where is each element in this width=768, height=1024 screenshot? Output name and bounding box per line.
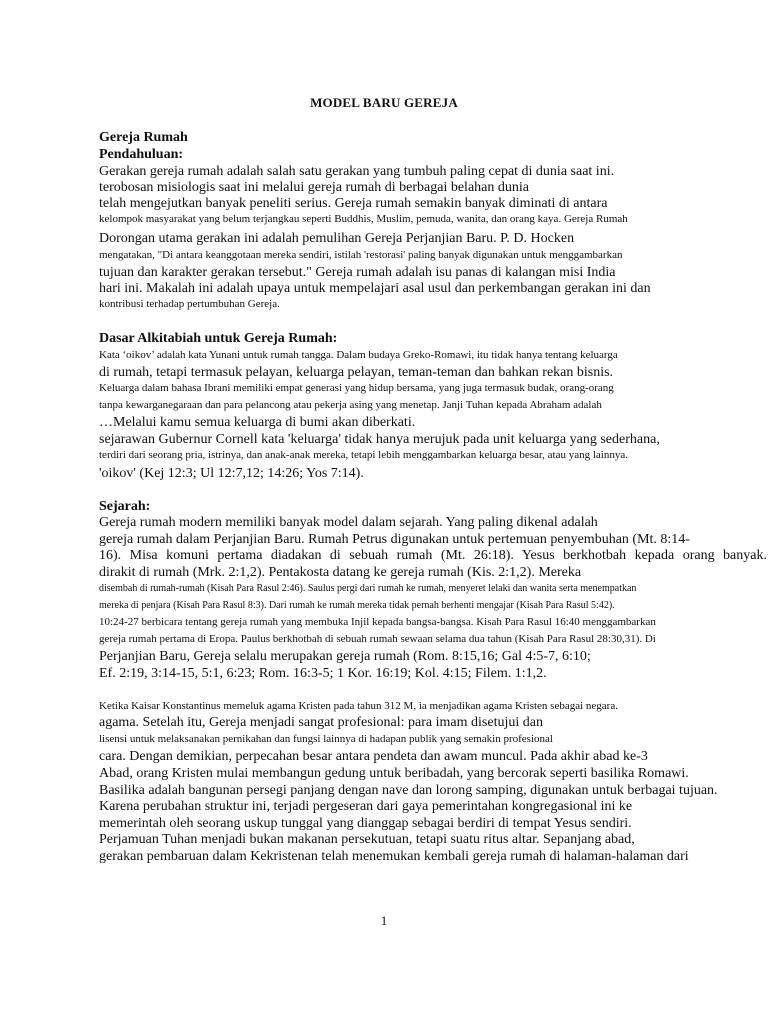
constantine-line: lisensi untuk melaksanakan pernikahan dan fungsi lainnya di hadapan publik yang semakin profesional: [99, 733, 553, 745]
history-line: Gereja rumah modern memiliki banyak model dalam sejarah. Yang paling dikenal adalah: [99, 515, 598, 530]
intro-line: kelompok masyarakat yang belum terjangkau seperti Buddhis, Muslim, pemuda, wanita, dan orang kaya. Gereja Rumah: [99, 213, 628, 225]
constantine-line: agama. Setelah itu, Gereja menjadi sangat profesional: para imam disetujui dan: [99, 715, 543, 730]
heading-pendahuluan: Pendahuluan:: [99, 147, 184, 162]
heading-sejarah: Sejarah:: [99, 499, 151, 514]
intro-line: terobosan misiologis saat ini melalui gereja rumah di berbagai belahan dunia: [99, 180, 529, 195]
history-line: 16). Misa komuni pertama diadakan di sebuah rumah (Mt. 26:18). Yesus berkhotbah kepada orang banyak.: [99, 548, 767, 563]
history-line: 10:24-27 berbicara tentang gereja rumah yang membuka Injil kepada bangsa-bangsa. Kisah Para Rasul 16:40 menggambarkan: [99, 616, 656, 628]
biblical-line: terdiri dari seorang pria, istrinya, dan anak-anak mereka, tetapi lebih menggambarkan keluarga besar, atau yang lainnya.: [99, 449, 628, 461]
biblical-line: Keluarga dalam bahasa Ibrani memiliki empat generasi yang hidup bersama, yang juga termasuk budak, orang-orang: [99, 382, 614, 394]
constantine-line: Karena perubahan struktur ini, terjadi pergeseran dari gaya pemerintahan kongregasional ini ke: [99, 799, 633, 814]
constantine-line: Ketika Kaisar Konstantinus memeluk agama Kristen pada tahun 312 M, ia menjadikan agama Kristen sebagai negara.: [99, 700, 618, 712]
document-title: MODEL BARU GEREJA: [310, 95, 458, 110]
intro-line: hari ini. Makalah ini adalah upaya untuk mempelajari asal usul dan perkembangan gerakan ini dan: [99, 281, 651, 296]
history-line: gereja rumah pertama di Eropa. Paulus berkhotbah di sebuah rumah sewaan selama dua tahun (Kisah Para Rasul 28:30,31). Di: [99, 633, 656, 645]
constantine-line: Perjamuan Tuhan menjadi bukan makanan persekutuan, tetapi suatu ritus altar. Sepanjang abad,: [99, 832, 635, 847]
constantine-line: Basilika adalah bangunan persegi panjang dengan nave dan lorong samping, digunakan untuk berbagai tujuan.: [99, 783, 718, 798]
heading-dasar-alkitabiah: Dasar Alkitabiah untuk Gereja Rumah:: [99, 331, 338, 346]
intro-line: Dorongan utama gerakan ini adalah pemulihan Gereja Perjanjian Baru. P. D. Hocken: [99, 231, 575, 246]
history-line: Ef. 2:19, 3:14-15, 5:1, 6:23; Rom. 16:3-5; 1 Kor. 16:19; Kol. 4:15; Filem. 1:1,2.: [99, 666, 547, 681]
intro-line: telah mengejutkan banyak peneliti serius. Gereja rumah semakin banyak diminati di antara: [99, 196, 608, 211]
history-line: disembah di rumah-rumah (Kisah Para Rasul 2:46). Saulus pergi dari rumah ke rumah, menyeret lelaki dan wanita serta menempatkan: [99, 583, 637, 594]
history-line: dirakit di rumah (Mrk. 2:1,2). Pentakosta datang ke gereja rumah (Kis. 2:1,2). Mereka: [99, 565, 582, 580]
biblical-line: sejarawan Gubernur Cornell kata 'keluarga' tidak hanya merujuk pada unit keluarga yang sederhana,: [99, 432, 660, 447]
heading-gereja-rumah: Gereja Rumah: [99, 130, 188, 145]
page-number: 1: [380, 913, 388, 928]
constantine-line: cara. Dengan demikian, perpecahan besar antara pendeta dan awam muncul. Pada akhir abad ke-3: [99, 749, 648, 764]
biblical-line: Kata ‘oikov’ adalah kata Yunani untuk rumah tangga. Dalam budaya Greko-Romawi, itu tidak hanya tentang keluarga: [99, 349, 618, 361]
history-line: mereka di penjara (Kisah Para Rasul 8:3). Dari rumah ke rumah mereka tidak pernah berhenti mengajar (Kisah Para Rasul 5:42).: [99, 600, 615, 611]
history-line: Perjanjian Baru, Gereja selalu merupakan gereja rumah (Rom. 8:15,16; Gal 4:5-7, 6:10;: [99, 649, 591, 664]
biblical-line: di rumah, tetapi termasuk pelayan, keluarga pelayan, teman-teman dan bahkan rekan bisnis.: [99, 365, 614, 380]
biblical-line: 'oikov' (Kej 12:3; Ul 12:7,12; 14:26; Yos 7:14).: [99, 466, 364, 481]
intro-line: mengatakan, "Di antara keanggotaan mereka sendiri, istilah 'restorasi' paling banyak digunakan untuk menggambarkan: [99, 249, 623, 261]
constantine-line: memerintah oleh seorang uskup tunggal yang dianggap sebagai berdiri di tempat Yesus sendiri.: [99, 816, 632, 831]
history-line: gereja rumah dalam Perjanjian Baru. Rumah Petrus digunakan untuk pertemuan penyembuhan (Mt. 8:14-: [99, 532, 690, 547]
constantine-line: Abad, orang Kristen mulai membangun gedung untuk beribadah, yang bercorak seperti basilika Romawi.: [99, 766, 689, 781]
intro-line: tujuan dan karakter gerakan tersebut." Gereja rumah adalah isu panas di kalangan misi India: [99, 265, 616, 280]
biblical-line: …Melalui kamu semua keluarga di bumi akan diberkati.: [99, 415, 416, 430]
biblical-line: tanpa kewarganegaraan dan para pelancong atau pekerja asing yang menetap. Janji Tuhan kepada Abraham adalah: [99, 399, 602, 411]
intro-line: kontribusi terhadap pertumbuhan Gereja.: [99, 298, 280, 310]
intro-line: Gerakan gereja rumah adalah salah satu gerakan yang tumbuh paling cepat di dunia saat ini.: [99, 164, 615, 179]
constantine-line: gerakan pembaruan dalam Kekristenan telah menemukan kembali gereja rumah di halaman-halaman dari: [99, 849, 689, 864]
